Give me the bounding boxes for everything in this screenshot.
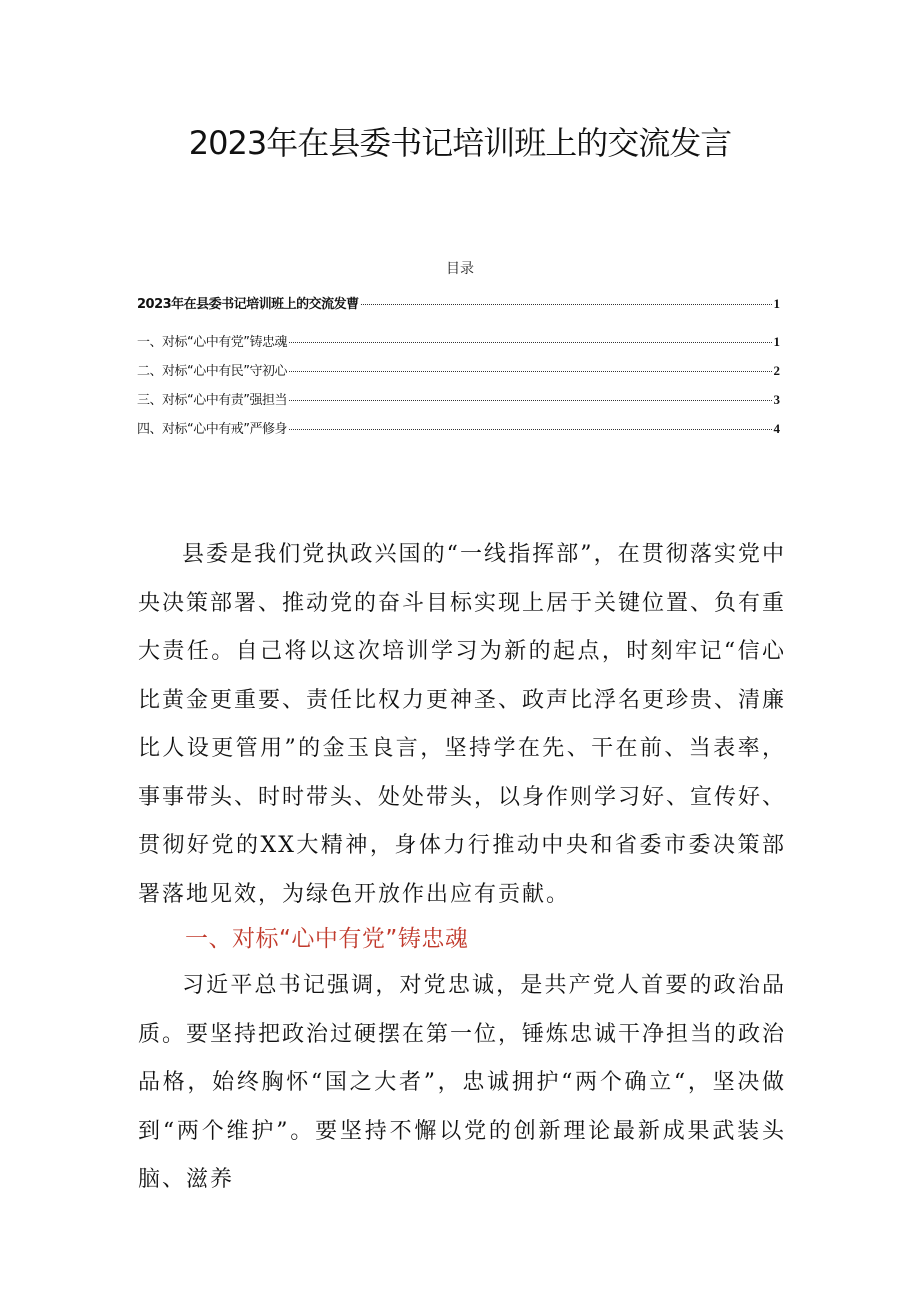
toc-heading: 目录 [446, 261, 474, 277]
toc-leader [289, 342, 772, 343]
section-1-paragraph: 习近平总书记强调，对党忠诚，是共产党人首要的政治品质。要坚持把政治过硬摆在第一位，锤炼忠诚干净担当的政治品格，始终胸怀“国之大者”，忠诚拥护“两个确立“，坚决做到“两个维护”。要坚持不懈以党的创新理论最新成果武装头脑、滋养 [138, 973, 787, 1192]
document-title: 2023年在县委书记培训班上的交流发言 [188, 124, 732, 162]
toc-entry[interactable] [137, 360, 780, 389]
toc-leader [361, 304, 772, 305]
toc-entry-page: 4 [773, 421, 780, 436]
toc-entry[interactable] [137, 418, 780, 447]
toc-leader [289, 429, 772, 430]
toc-entry-label: 三、对标“心中有责”强担当 [137, 393, 287, 408]
toc-entry-label: 四、对标“心中有戒”严修身 [137, 422, 287, 437]
toc-leader [289, 371, 772, 372]
toc-entry-label: 一、对标“心中有党”铸忠魂 [137, 335, 287, 350]
section-heading-1: 一、对标“心中有党”铸忠魂 [185, 926, 469, 952]
toc-entry-page: 2 [773, 363, 780, 378]
toc-entry[interactable] [137, 331, 780, 360]
toc-entry-page: 3 [773, 392, 780, 407]
toc-entry-label: 二、对标“心中有民”守初心 [137, 364, 287, 379]
toc-entry-page: 1 [773, 334, 780, 349]
toc-entry[interactable] [137, 293, 780, 331]
toc-entry-label: 2023年在县委书记培训班上的交流发曹 [137, 297, 359, 312]
intro-paragraph: 县委是我们党执政兴国的“一线指挥部”，在贯彻落实党中央决策部署、推动党的奋斗目标实现上居于关键位置、负有重大责任。自己将以这次培训学习为新的起点，时刻牢记“信心比黄金更重要、责任比权力更神圣、政声比浮名更珍贵、清廉比人设更管用”的金玉良言，坚持学在先、干在前、当表率，事事带头、时时带头、处处带头，以身作则学习好、宣传好、贯彻好党的XX大精神，身体力行推动中央和省委市委决策部署落地见效，为绿色开放作出应有贡献。 [138, 542, 787, 907]
toc-entry-page: 1 [773, 296, 780, 311]
toc-entry[interactable] [137, 389, 780, 418]
toc-leader [289, 400, 772, 401]
table-of-contents [137, 293, 780, 447]
